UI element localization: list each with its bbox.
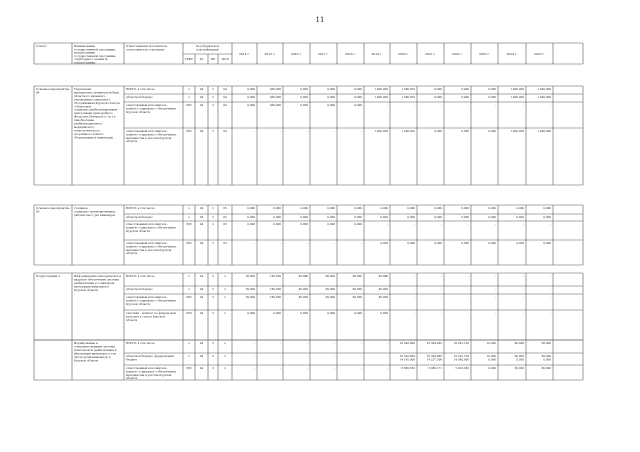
value-2-0-9: - (495, 274, 496, 278)
value-1-1-11: 0,000 (543, 215, 551, 219)
executor-2-2: ответственный исполнитель -комитет социального обеспечения Курской области (126, 295, 176, 306)
value-3-1-3: - (334, 354, 335, 358)
block-name-0: Укрепление материально-технической базы областного казенного учреждения социального обслуживания Курской области «Областной социально-реабилитационный центр имени преподобного Феодосия Печерского» (в т.ч. приобретение реабилитационного, медицинского, технологического, спортивного и иного оборудования и инвентаря) (74, 87, 120, 140)
code-3-0-3: х (224, 341, 226, 345)
value-0-1-1: 400,000 (269, 95, 281, 99)
code-1-3-0: 805 (186, 241, 192, 245)
executor-1-0: ВСЕГО, в том числе (126, 206, 155, 210)
value-0-2-8: - (468, 103, 469, 107)
value-3-1-0: - (254, 354, 255, 358)
value-3-0-10: 60,000 (514, 341, 524, 345)
value-1-0-4: 0,000 (354, 206, 362, 210)
value-1-3-0: - (254, 241, 255, 245)
value-0-1-6: 1 298,025 (401, 95, 415, 99)
value-3-0-8: 16 291,150 (453, 341, 469, 345)
value-1-0-9: 0,000 (488, 206, 496, 210)
value-3-1-2: - (307, 354, 308, 358)
value-1-3-8: 0,000 (461, 241, 469, 245)
code-0-1-1: 04 (199, 95, 204, 99)
page-number: 11 (315, 16, 325, 24)
value-2-3-3: 0,000 (327, 311, 335, 315)
code-0-2-0: 805 (186, 103, 192, 107)
code-header-2: ПР (210, 57, 216, 61)
value-2-0-5: 60,000 (378, 274, 388, 278)
code-3-0-1: 04 (199, 341, 204, 345)
value-2-1-5: 60,000 (378, 287, 388, 291)
code-0-0-3: 04 (223, 87, 227, 91)
code-3-0-2: 3 (212, 341, 214, 345)
value-2-2-11: - (550, 295, 551, 299)
value-0-2-7: - (441, 103, 442, 107)
value-3-2-3: - (334, 366, 335, 370)
code-3-1-2: 3 (212, 354, 214, 358)
value-0-0-8: 0,000 (461, 87, 469, 91)
value-1-2-4: 0,000 (354, 222, 362, 226)
value-0-3-0: - (254, 129, 255, 133)
code-0-3-2: 2 (212, 129, 214, 133)
value-3-0-0: - (254, 341, 255, 345)
value-2-2-9: - (495, 295, 496, 299)
code-1-1-0: х (188, 215, 190, 219)
value-3-0-5: - (387, 341, 388, 345)
value-3-0-2: - (307, 341, 308, 345)
executor-1-1: областной бюджет (126, 215, 153, 219)
code-3-1-3: х (224, 354, 226, 358)
value-1-1-8: 0,000 (461, 215, 469, 219)
value-0-3-11: 1 400,000 (537, 129, 551, 133)
value-3-2-6: 6 866,652 (401, 366, 415, 370)
code-1-2-1: 04 (199, 222, 204, 226)
code-1-1-2: 2 (212, 215, 214, 219)
value-1-0-3: 0,000 (327, 206, 335, 210)
executor-3-1: областной бюджет, федеральный бюджет (126, 354, 174, 362)
code-2-2-2: 3 (212, 295, 214, 299)
value-2-1-6: - (414, 287, 415, 291)
value-0-3-7: 0,000 (434, 129, 442, 133)
value-2-3-7: - (441, 311, 442, 315)
value-3-0-3: - (334, 341, 335, 345)
value-2-2-1: 160,000 (269, 295, 281, 299)
code-2-3-3: х (224, 311, 226, 315)
block-name-1: Создание социально-ориентированных рабочих мест для инвалидов (74, 206, 116, 217)
value-1-0-6: 0,000 (407, 206, 415, 210)
value-2-2-5: 60,000 (378, 295, 388, 299)
value-0-0-5: 1 400,000 (374, 87, 388, 91)
code-header-0: ГРБС (184, 57, 194, 61)
value-1-3-6: 0,000 (407, 241, 415, 245)
value-3-2-8: 5 923,382 (455, 366, 469, 370)
code-2-1-3: х (224, 287, 226, 291)
code-0-1-2: 2 (212, 95, 214, 99)
code-2-1-0: х (188, 287, 190, 291)
value-0-3-10: 1 400,000 (510, 129, 524, 133)
value-0-2-5: - (387, 103, 388, 107)
code-1-0-3: 05 (223, 206, 227, 210)
code-1-2-2: 2 (212, 222, 214, 226)
value-1-1-9: 0,000 (488, 215, 496, 219)
value-3-0-11: 60,000 (541, 341, 551, 345)
value-2-0-4: 60,000 (352, 274, 362, 278)
value-2-2-6: - (414, 295, 415, 299)
value-2-3-11: - (550, 311, 551, 315)
value-3-1-7: 16 364,963 14 237,306 (426, 354, 442, 362)
value-0-0-1: 400,000 (269, 87, 281, 91)
value-0-2-4: 0,000 (354, 103, 362, 107)
value-1-2-1: 0,000 (273, 222, 281, 226)
value-2-1-3: 60,000 (325, 287, 335, 291)
year-header-11: 2025 г. (533, 52, 546, 56)
value-3-2-11: 60,000 (541, 366, 551, 370)
executor-3-2: ответственный исполнитель -комитет социального обеспечения, материнства и детства Курской области (126, 366, 177, 381)
block-name-2: Информационно-методическое и кадровое обеспечение системы реабилитации и социальной интеграции инвалидов в Курской области (74, 274, 122, 292)
year-header-10: 2024 г. (506, 52, 518, 56)
value-2-3-8: - (468, 311, 469, 315)
code-3-0-0: х (188, 341, 190, 345)
value-2-1-1: 160,000 (269, 287, 281, 291)
value-2-2-10: - (523, 295, 524, 299)
value-0-1-0: 0,000 (247, 95, 255, 99)
value-0-3-6: 1 298,025 (401, 129, 415, 133)
code-0-2-3: 04 (223, 103, 227, 107)
value-3-1-6: 16 542,600 14 145,000 (399, 354, 415, 362)
year-header-9: 2023 г. (478, 52, 491, 56)
year-header-3: 2017 г. (317, 52, 330, 56)
value-2-2-0: 56,000 (245, 295, 255, 299)
value-0-2-3: 0,000 (327, 103, 335, 107)
value-3-1-1: - (280, 354, 281, 358)
value-1-0-10: 0,000 (516, 206, 524, 210)
value-0-2-11: - (550, 103, 551, 107)
value-1-3-3: - (334, 241, 335, 245)
value-3-0-6: 16 542,600 (399, 341, 415, 345)
value-1-1-1: 0,000 (273, 215, 281, 219)
value-1-0-5: 0,000 (380, 206, 388, 210)
code-2-1-2: 3 (212, 287, 214, 291)
value-1-0-0: 0,000 (247, 206, 255, 210)
value-1-2-10: - (523, 222, 524, 226)
value-1-2-9: - (495, 222, 496, 226)
year-header-1: 2015 г. (264, 52, 276, 56)
code-1-3-1: 04 (199, 241, 204, 245)
value-1-3-1: - (280, 241, 281, 245)
code-3-1-1: 04 (199, 354, 204, 358)
budget-code-header: Код бюджетной классификации (196, 44, 219, 52)
value-1-2-6: - (414, 222, 415, 226)
value-2-0-7: - (441, 274, 442, 278)
value-2-0-2: 60,000 (298, 274, 308, 278)
code-1-0-0: х (188, 206, 190, 210)
code-2-2-3: х (224, 295, 226, 299)
code-0-3-3: 04 (223, 129, 227, 133)
value-2-3-6: - (414, 311, 415, 315)
value-0-3-4: - (361, 129, 362, 133)
code-3-1-0: х (188, 354, 190, 358)
value-2-0-6: - (414, 274, 415, 278)
value-2-1-10: - (523, 287, 524, 291)
value-0-1-7: 0,000 (434, 95, 442, 99)
value-0-2-9: - (495, 103, 496, 107)
value-1-0-7: 0,000 (434, 206, 442, 210)
value-2-3-5: 0,000 (380, 311, 388, 315)
code-0-1-0: х (188, 95, 190, 99)
code-0-2-2: 2 (212, 103, 214, 107)
value-2-3-2: 0,000 (300, 311, 308, 315)
executor-header: Ответственный исполнитель, соисполнители, участники (126, 44, 168, 52)
value-3-2-1: - (280, 366, 281, 370)
value-0-0-0: 0,000 (247, 87, 255, 91)
code-2-0-1: 04 (199, 274, 204, 278)
value-0-0-2: 0,000 (300, 87, 308, 91)
value-2-2-4: 60,000 (352, 295, 362, 299)
value-0-3-8: 0,000 (461, 129, 469, 133)
executor-0-0: ВСЕГО, в том числе (126, 87, 155, 91)
value-0-2-0: 0,000 (247, 103, 255, 107)
year-header-5: 2019 г. (371, 52, 383, 56)
value-2-0-3: 60,000 (325, 274, 335, 278)
value-1-1-0: 0,000 (247, 215, 255, 219)
code-3-2-3: х (224, 366, 226, 370)
value-3-2-4: - (361, 366, 362, 370)
block-status-0: Основное мероприятие 04 (36, 87, 70, 95)
value-2-3-9: - (495, 311, 496, 315)
value-1-3-10: 0,000 (516, 241, 524, 245)
executor-0-3: ответственный исполнитель -комитет социального обеспечения, материнства и детства Курской области (126, 129, 177, 144)
value-2-0-11: - (550, 274, 551, 278)
value-3-1-5: - (387, 354, 388, 358)
value-0-0-7: 0,000 (434, 87, 442, 91)
code-1-1-3: 05 (223, 215, 227, 219)
year-header-4: 2018 г. (344, 52, 357, 56)
code-0-0-2: 2 (212, 87, 214, 91)
value-1-2-7: - (441, 222, 442, 226)
value-1-2-11: - (550, 222, 551, 226)
code-2-3-1: 04 (199, 311, 204, 315)
value-2-2-3: 60,000 (325, 295, 335, 299)
value-2-0-0: 56,000 (245, 274, 255, 278)
value-0-1-2: 0,000 (300, 95, 308, 99)
value-2-3-1: 0,000 (273, 311, 281, 315)
code-3-2-0: 805 (186, 366, 192, 370)
value-1-2-3: 0,000 (327, 222, 335, 226)
value-0-1-11: 1 400,000 (537, 95, 551, 99)
value-0-3-9: 0,000 (488, 129, 496, 133)
year-header-2: 2016 г. (290, 52, 303, 56)
value-2-3-4: 0,000 (354, 311, 362, 315)
value-0-2-2: 0,000 (300, 103, 308, 107)
value-0-1-5: 1 400,000 (374, 95, 388, 99)
value-1-1-10: 0,000 (516, 215, 524, 219)
value-0-0-10: 1 400,000 (510, 87, 524, 91)
value-0-3-2: - (307, 129, 308, 133)
code-2-0-0: х (188, 274, 190, 278)
code-2-3-2: 3 (212, 311, 214, 315)
executor-3-0: ВСЕГО, в том числе (126, 341, 155, 345)
code-2-2-1: 04 (199, 295, 204, 299)
code-0-0-0: х (188, 87, 190, 91)
code-1-0-2: 2 (212, 206, 214, 210)
value-1-1-6: 0,000 (407, 215, 415, 219)
code-1-2-0: 805 (186, 222, 192, 226)
value-3-1-10: 60,000 0,000 (514, 354, 524, 362)
value-2-1-7: - (441, 287, 442, 291)
block-name-3: Формирование и совершенствование системы комплексной реабилитации и абилитации инвалидов, в том числе детей-инвалидов, в Курской области (74, 341, 117, 363)
value-1-3-5: 0,000 (380, 241, 388, 245)
value-0-1-10: 1 400,000 (510, 95, 524, 99)
value-0-1-4: 0,000 (354, 95, 362, 99)
value-1-2-0: 0,000 (247, 222, 255, 226)
value-2-0-10: - (523, 274, 524, 278)
value-1-0-8: 0,000 (461, 206, 469, 210)
code-header-3: ЦСР (221, 57, 229, 61)
code-0-3-0: 805 (186, 129, 192, 133)
status-header: Статус (36, 44, 47, 48)
value-2-1-11: - (550, 287, 551, 291)
code-3-2-1: 04 (199, 366, 204, 370)
value-0-3-3: - (334, 129, 335, 133)
code-1-1-1: 04 (199, 215, 204, 219)
value-1-3-11: 0,000 (543, 241, 551, 245)
executor-2-0: ВСЕГО, в том числе (126, 274, 155, 278)
value-1-1-4: 0,000 (354, 215, 362, 219)
value-2-1-0: 56,000 (245, 287, 255, 291)
code-1-3-2: 2 (212, 241, 214, 245)
executor-1-3: ответственный исполнитель -комитет социального обеспечения, материнства и детства Курской области (126, 241, 177, 256)
value-0-2-1: 400,000 (269, 103, 281, 107)
value-2-0-8: - (468, 274, 469, 278)
value-2-1-8: - (468, 287, 469, 291)
name-header: Наименование государственной программы, подпрограммы государственной программы, структурного элемента подпрограммы (74, 44, 117, 65)
code-2-0-3: х (224, 274, 226, 278)
value-2-2-2: 60,000 (298, 295, 308, 299)
value-0-1-9: 0,000 (488, 95, 496, 99)
executor-2-1: областной бюджет (126, 287, 153, 291)
code-1-0-1: 04 (199, 206, 204, 210)
value-0-2-10: - (523, 103, 524, 107)
value-1-3-4: - (361, 241, 362, 245)
value-1-0-2: 0,000 (300, 206, 308, 210)
value-3-1-11: 60,000 0,000 (541, 354, 551, 362)
value-3-2-7: 6 089,171 (428, 366, 442, 370)
value-1-3-9: 0,000 (488, 241, 496, 245)
value-1-0-1: 0,000 (273, 206, 281, 210)
code-0-3-1: 04 (199, 129, 204, 133)
value-0-2-6: - (414, 103, 415, 107)
block-status-2: Подпрограмма 3 (36, 274, 60, 278)
code-3-2-2: 3 (212, 366, 214, 370)
code-0-1-3: 04 (223, 95, 227, 99)
code-header-1: Рз (199, 57, 204, 61)
value-3-2-5: - (387, 366, 388, 370)
value-2-1-2: 60,000 (298, 287, 308, 291)
value-2-3-10: - (523, 311, 524, 315)
value-3-2-0: - (254, 366, 255, 370)
value-1-2-2: 0,000 (300, 222, 308, 226)
value-2-1-4: 60,000 (352, 287, 362, 291)
value-3-0-7: 16 364,963 (426, 341, 442, 345)
value-0-0-11: 1 400,000 (537, 87, 551, 91)
value-1-3-7: 0,000 (434, 241, 442, 245)
code-2-0-2: 3 (212, 274, 214, 278)
code-0-0-1: 04 (199, 87, 204, 91)
value-1-1-2: 0,000 (300, 215, 308, 219)
code-2-2-0: 805 (186, 295, 192, 299)
value-1-2-5: - (387, 222, 388, 226)
value-1-1-3: 0,000 (327, 215, 335, 219)
year-header-6: 2020 г. (397, 52, 410, 56)
value-0-3-1: - (280, 129, 281, 133)
code-0-2-1: 04 (199, 103, 204, 107)
value-2-1-9: - (495, 287, 496, 291)
value-1-0-11: 0,000 (543, 206, 551, 210)
executor-0-2: ответственный исполнитель -комитет социального обеспечения Курской области (126, 103, 176, 114)
value-3-0-9: 10,000 (486, 341, 496, 345)
code-2-3-0: 809 (186, 311, 192, 315)
value-1-3-2: - (307, 241, 308, 245)
value-3-1-9: 10,000 0,000 (486, 354, 496, 362)
value-3-2-10: 60,000 (514, 366, 524, 370)
value-2-2-8: - (468, 295, 469, 299)
value-0-1-3: 0,000 (327, 95, 335, 99)
value-0-1-8: 0,000 (461, 95, 469, 99)
block-status-1: Основное мероприятие 05 (36, 206, 70, 214)
executor-1-2: ответственный исполнитель -комитет социального обеспечения Курской области (126, 222, 176, 233)
value-0-0-4: 0,000 (354, 87, 362, 91)
value-3-2-9: 0,000 (488, 366, 496, 370)
year-header-7: 2021 г. (424, 52, 437, 56)
value-0-3-5: 1 400,000 (374, 129, 388, 133)
value-2-3-0: 0,000 (247, 311, 255, 315)
year-header-8: 2022 г. (451, 52, 464, 56)
code-1-3-3: 05 (223, 241, 227, 245)
value-1-1-5: 0,000 (380, 215, 388, 219)
executor-2-3: участник - комитет по физической культуре и спорту Курской области (126, 311, 176, 322)
value-3-0-1: - (280, 341, 281, 345)
value-3-0-4: - (361, 341, 362, 345)
value-2-0-1: 160,000 (269, 274, 281, 278)
value-3-1-4: - (361, 354, 362, 358)
value-1-2-8: - (468, 222, 469, 226)
value-3-2-2: - (307, 366, 308, 370)
value-0-0-6: 1 298,025 (401, 87, 415, 91)
executor-0-1: областной бюджет (126, 95, 153, 99)
value-0-0-9: 0,000 (488, 87, 496, 91)
value-0-0-3: 0,000 (327, 87, 335, 91)
code-2-1-1: 04 (199, 287, 204, 291)
value-2-2-7: - (441, 295, 442, 299)
value-1-1-7: 0,000 (434, 215, 442, 219)
year-header-0: 2014 г. (238, 52, 251, 56)
code-1-2-3: 05 (223, 222, 227, 226)
value-3-1-8: 16 291,150 14 080,000 (453, 354, 469, 362)
